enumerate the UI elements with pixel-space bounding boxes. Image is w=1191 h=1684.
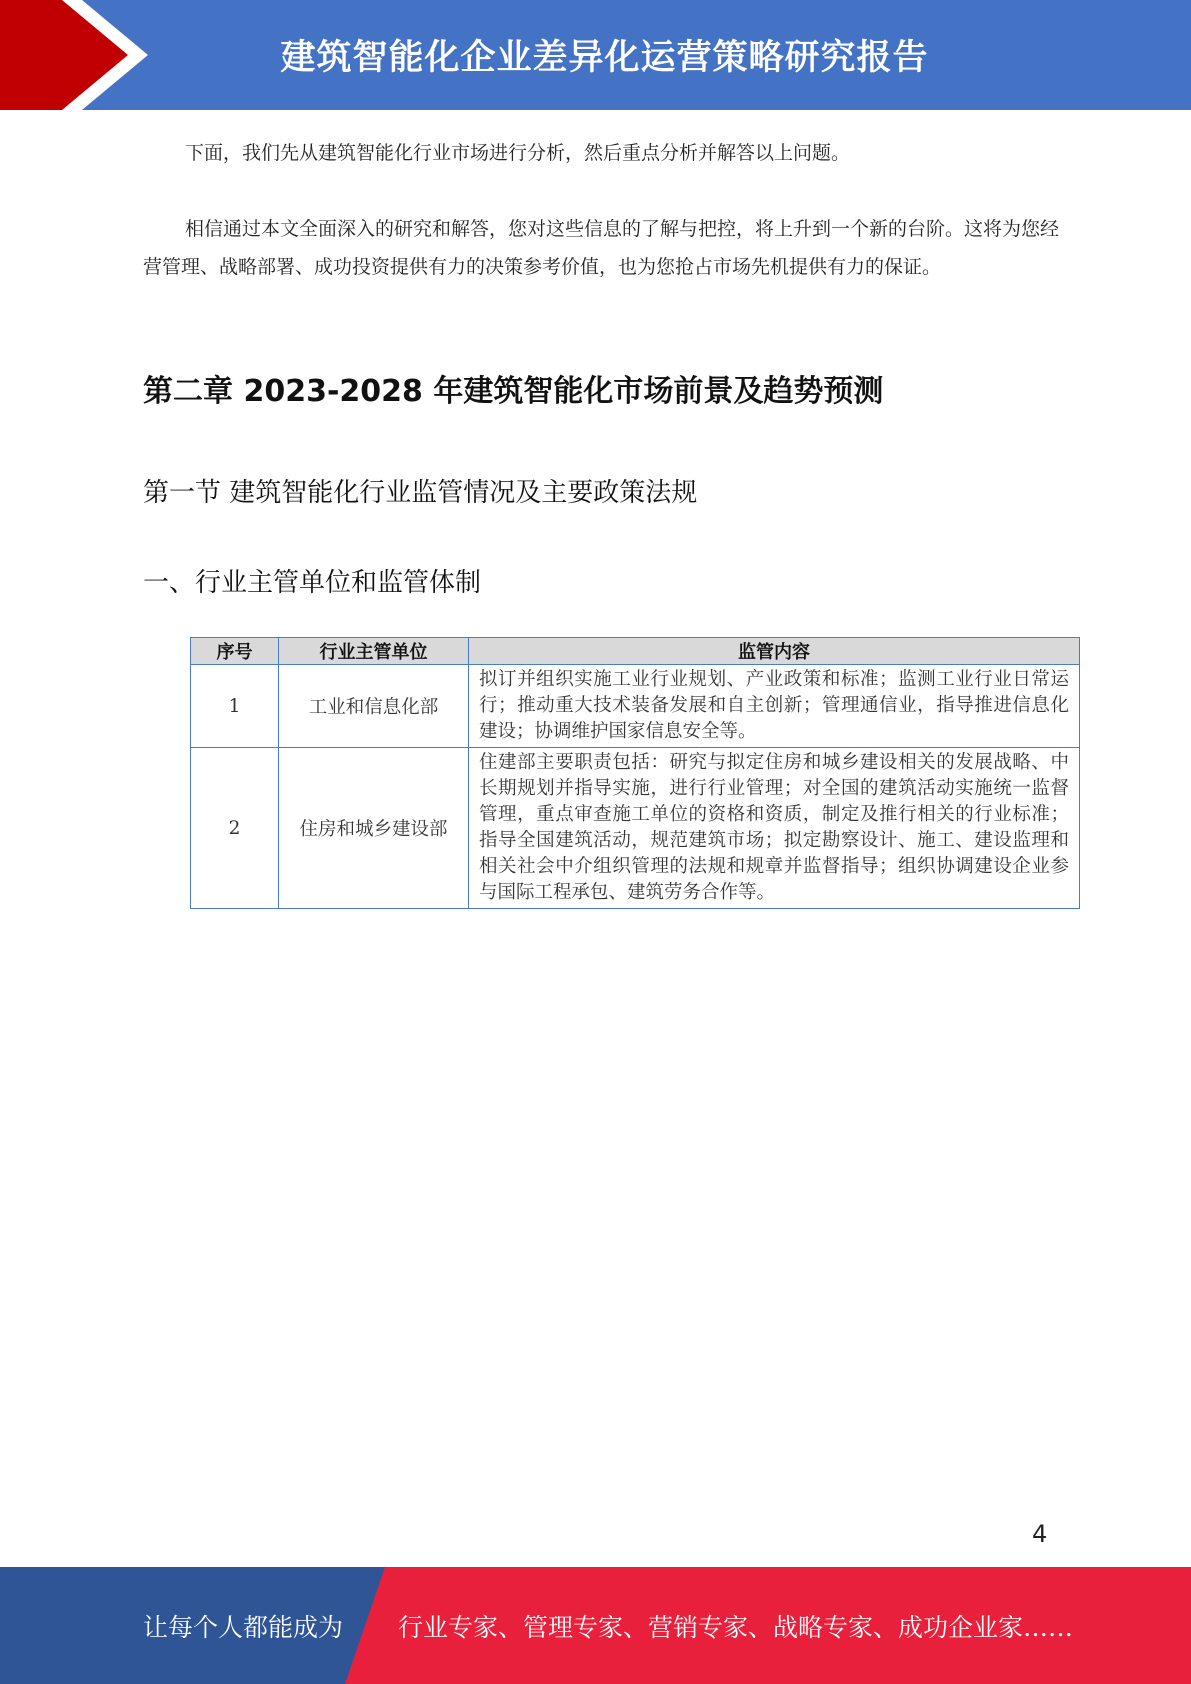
header-no: 序号 — [191, 638, 279, 665]
header-banner — [0, 0, 1191, 110]
report-title: 建筑智能化企业差异化运营策略研究报告 — [280, 38, 929, 78]
footer-slogan-right: 行业专家、管理专家、营销专家、战略专家、成功企业家…… — [398, 1612, 1074, 1642]
page-number: 4 — [1032, 1520, 1048, 1548]
chapter-heading: 第二章 2023-2028 年建筑智能化市场前景及趋势预测 — [143, 374, 884, 409]
table-header-row — [191, 638, 1080, 665]
subsection-heading: 一、行业主管单位和监管体制 — [143, 568, 482, 598]
regulation-table — [190, 637, 1080, 909]
footer-slogan-left: 让每个人都能成为 — [143, 1612, 344, 1642]
row-content: 拟订并组织实施工业行业规划、产业政策和标准；监测工业行业日常运行；推动重大技术装备发展和自主创新；管理通信业，指导推进信息化建设；协调维护国家信息安全等。 — [469, 665, 1080, 748]
row-content: 住建部主要职责包括：研究与拟定住房和城乡建设相关的发展战略、中长期规划并指导实施，进行行业管理；对全国的建筑活动实施统一监督管理，重点审查施工单位的资格和资质，制定及推行相关的行业标准；指导全国建筑活动，规范建筑市场；拟定勘察设计、施工、建设监理和相关社会中介组织管理的法规和规章并监督指导；组织协调建设企业参与国际工程承包、建筑劳务合作等。 — [469, 748, 1080, 909]
footer-banner — [0, 1567, 1191, 1684]
row-unit: 工业和信息化部 — [279, 665, 469, 748]
table-row — [191, 665, 1080, 748]
intro-paragraph-1: 下面，我们先从建筑智能化行业市场进行分析，然后重点分析并解答以上问题。 — [185, 142, 851, 164]
table-row — [191, 748, 1080, 909]
intro-paragraph-2: 相信通过本文全面深入的研究和解答，您对这些信息的了解与把控，将上升到一个新的台阶。这将为您经营管理、战略部署、成功投资提供有力的决策参考价值，也为您抢占市场先机提供有力的保证。 — [143, 218, 1060, 278]
header-unit: 行业主管单位 — [279, 638, 469, 665]
section-heading: 第一节 建筑智能化行业监管情况及主要政策法规 — [143, 478, 698, 508]
row-no: 1 — [191, 665, 279, 748]
header-content: 监管内容 — [469, 638, 1080, 665]
row-unit: 住房和城乡建设部 — [279, 748, 469, 909]
row-no: 2 — [191, 748, 279, 909]
